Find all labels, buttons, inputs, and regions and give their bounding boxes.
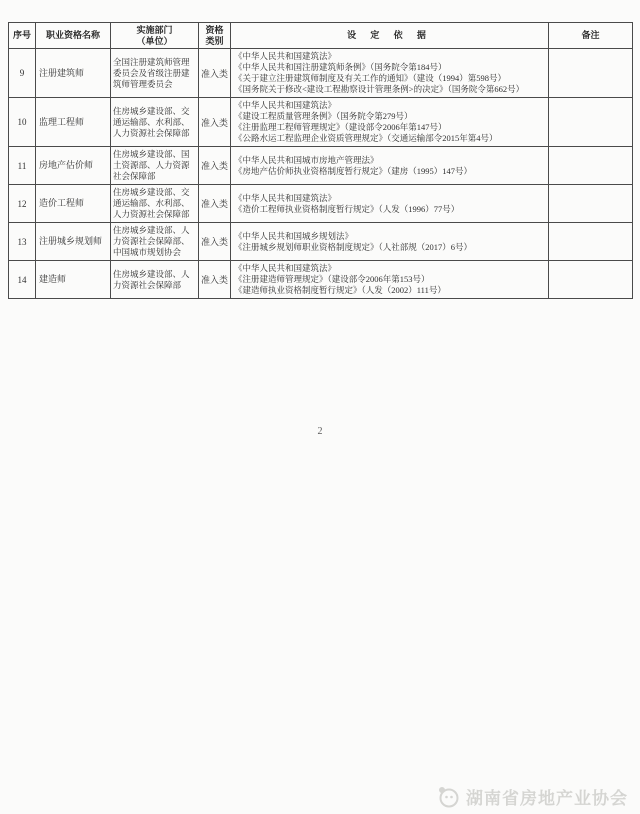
table-header bbox=[9, 23, 633, 49]
table-body bbox=[9, 49, 633, 299]
footer-area bbox=[0, 386, 640, 808]
cell-qualification-name: 房地产估价师 bbox=[36, 147, 111, 185]
header-row bbox=[9, 23, 633, 49]
cell-qualification-name: 监理工程师 bbox=[36, 98, 111, 147]
col-header-department bbox=[111, 23, 199, 49]
col-header-department-line2: （单位） bbox=[136, 35, 173, 46]
basis-line: 《中华人民共和国城市房地产管理法》 bbox=[234, 154, 379, 165]
basis-line: 《关于建立注册建筑师制度及有关工作的通知》（建设（1994）第598号） bbox=[234, 73, 507, 83]
cell-department: 住房城乡建设部、人力资源社会保障部 bbox=[111, 261, 199, 299]
basis-line: 《建造师执业资格制度暂行规定》（人发（2002）111号） bbox=[234, 285, 446, 295]
basis-line: 《中华人民共和国注册建筑师条例》（国务院令第184号） bbox=[234, 62, 447, 72]
watermark bbox=[436, 784, 628, 809]
cell-index: 13 bbox=[9, 223, 36, 261]
cell-basis bbox=[231, 147, 549, 185]
cell-basis bbox=[231, 185, 549, 223]
cell-qualification-name: 注册建筑师 bbox=[36, 49, 111, 98]
col-header-category-line2: 类别 bbox=[205, 35, 224, 46]
basis-line: 《注册监理工程师管理规定》（建设部令2006年第147号） bbox=[234, 122, 447, 132]
cell-index: 12 bbox=[9, 185, 36, 223]
cell-index: 9 bbox=[9, 49, 36, 98]
cell-category: 准入类 bbox=[199, 49, 231, 98]
col-header-department-line1: 实施部门 bbox=[136, 24, 173, 35]
cell-category: 准入类 bbox=[199, 185, 231, 223]
col-header-category-line1: 资格 bbox=[205, 24, 224, 35]
cell-remark bbox=[549, 147, 633, 185]
basis-line: 《公路水运工程监理企业资质管理规定》（交通运输部令2015年第4号） bbox=[234, 133, 498, 143]
basis-line: 《造价工程师执业资格制度暂行规定》（人发（1996）77号） bbox=[234, 203, 460, 214]
cell-qualification-name: 注册城乡规划师 bbox=[36, 223, 111, 261]
cell-department: 住房城乡建设部、国土资源部、人力资源社会保障部 bbox=[111, 147, 199, 185]
table-row bbox=[9, 185, 633, 223]
basis-line: 《房地产估价师执业资格制度暂行规定》（建房（1995）147号） bbox=[234, 165, 473, 176]
cell-remark bbox=[549, 185, 633, 223]
cell-category: 准入类 bbox=[199, 147, 231, 185]
basis-line: 《中华人民共和国建筑法》 bbox=[234, 192, 337, 203]
table-row bbox=[9, 147, 633, 185]
cell-index: 10 bbox=[9, 98, 36, 147]
col-header-name: 职业资格名称 bbox=[36, 23, 111, 49]
cell-remark bbox=[549, 98, 633, 147]
col-header-category bbox=[199, 23, 231, 49]
table-row bbox=[9, 98, 633, 147]
cell-remark bbox=[549, 223, 633, 261]
cell-department: 住房城乡建设部、交通运输部、水利部、人力资源社会保障部 bbox=[111, 185, 199, 223]
table-row bbox=[9, 49, 633, 98]
page-number: 2 bbox=[317, 426, 323, 437]
cell-remark bbox=[549, 261, 633, 299]
cell-basis bbox=[231, 223, 549, 261]
cell-basis bbox=[231, 49, 549, 98]
association-logo-icon bbox=[436, 785, 460, 809]
cell-index: 14 bbox=[9, 261, 36, 299]
basis-line: 《注册建造师管理规定》（建设部令2006年第153号） bbox=[234, 274, 430, 284]
basis-line: 《中华人民共和国建筑法》 bbox=[234, 100, 337, 110]
cell-basis bbox=[231, 98, 549, 147]
cell-category: 准入类 bbox=[199, 223, 231, 261]
table-row bbox=[9, 223, 633, 261]
cell-qualification-name: 建造师 bbox=[36, 261, 111, 299]
qualification-table bbox=[8, 22, 633, 299]
col-header-remark: 备注 bbox=[549, 23, 633, 49]
basis-line: 《建设工程质量管理条例》（国务院令第279号） bbox=[234, 111, 413, 121]
basis-line: 《中华人民共和国建筑法》 bbox=[234, 51, 337, 61]
cell-index: 11 bbox=[9, 147, 36, 185]
basis-line: 《注册城乡规划师职业资格制度规定》（人社部规（2017）6号） bbox=[234, 241, 473, 252]
cell-qualification-name: 造价工程师 bbox=[36, 185, 111, 223]
basis-line: 《国务院关于修改<建设工程勘察设计管理条例>的决定》（国务院令第662号） bbox=[234, 84, 525, 94]
cell-department: 住房城乡建设部、人力资源社会保障部、中国城市规划协会 bbox=[111, 223, 199, 261]
cell-category: 准入类 bbox=[199, 261, 231, 299]
cell-basis bbox=[231, 261, 549, 299]
basis-line: 《中华人民共和国建筑法》 bbox=[234, 263, 337, 273]
col-header-basis: 设 定 依 据 bbox=[231, 23, 549, 49]
cell-category: 准入类 bbox=[199, 98, 231, 147]
col-header-index: 序号 bbox=[9, 23, 36, 49]
cell-department: 全国注册建筑师管理委员会及省级注册建筑师管理委员会 bbox=[111, 49, 199, 98]
watermark-text: 湖南省房地产业协会 bbox=[466, 789, 628, 808]
cell-department: 住房城乡建设部、交通运输部、水利部、人力资源社会保障部 bbox=[111, 98, 199, 147]
basis-line: 《中华人民共和国城乡规划法》 bbox=[234, 230, 354, 241]
cell-remark bbox=[549, 49, 633, 98]
table-row bbox=[9, 261, 633, 299]
